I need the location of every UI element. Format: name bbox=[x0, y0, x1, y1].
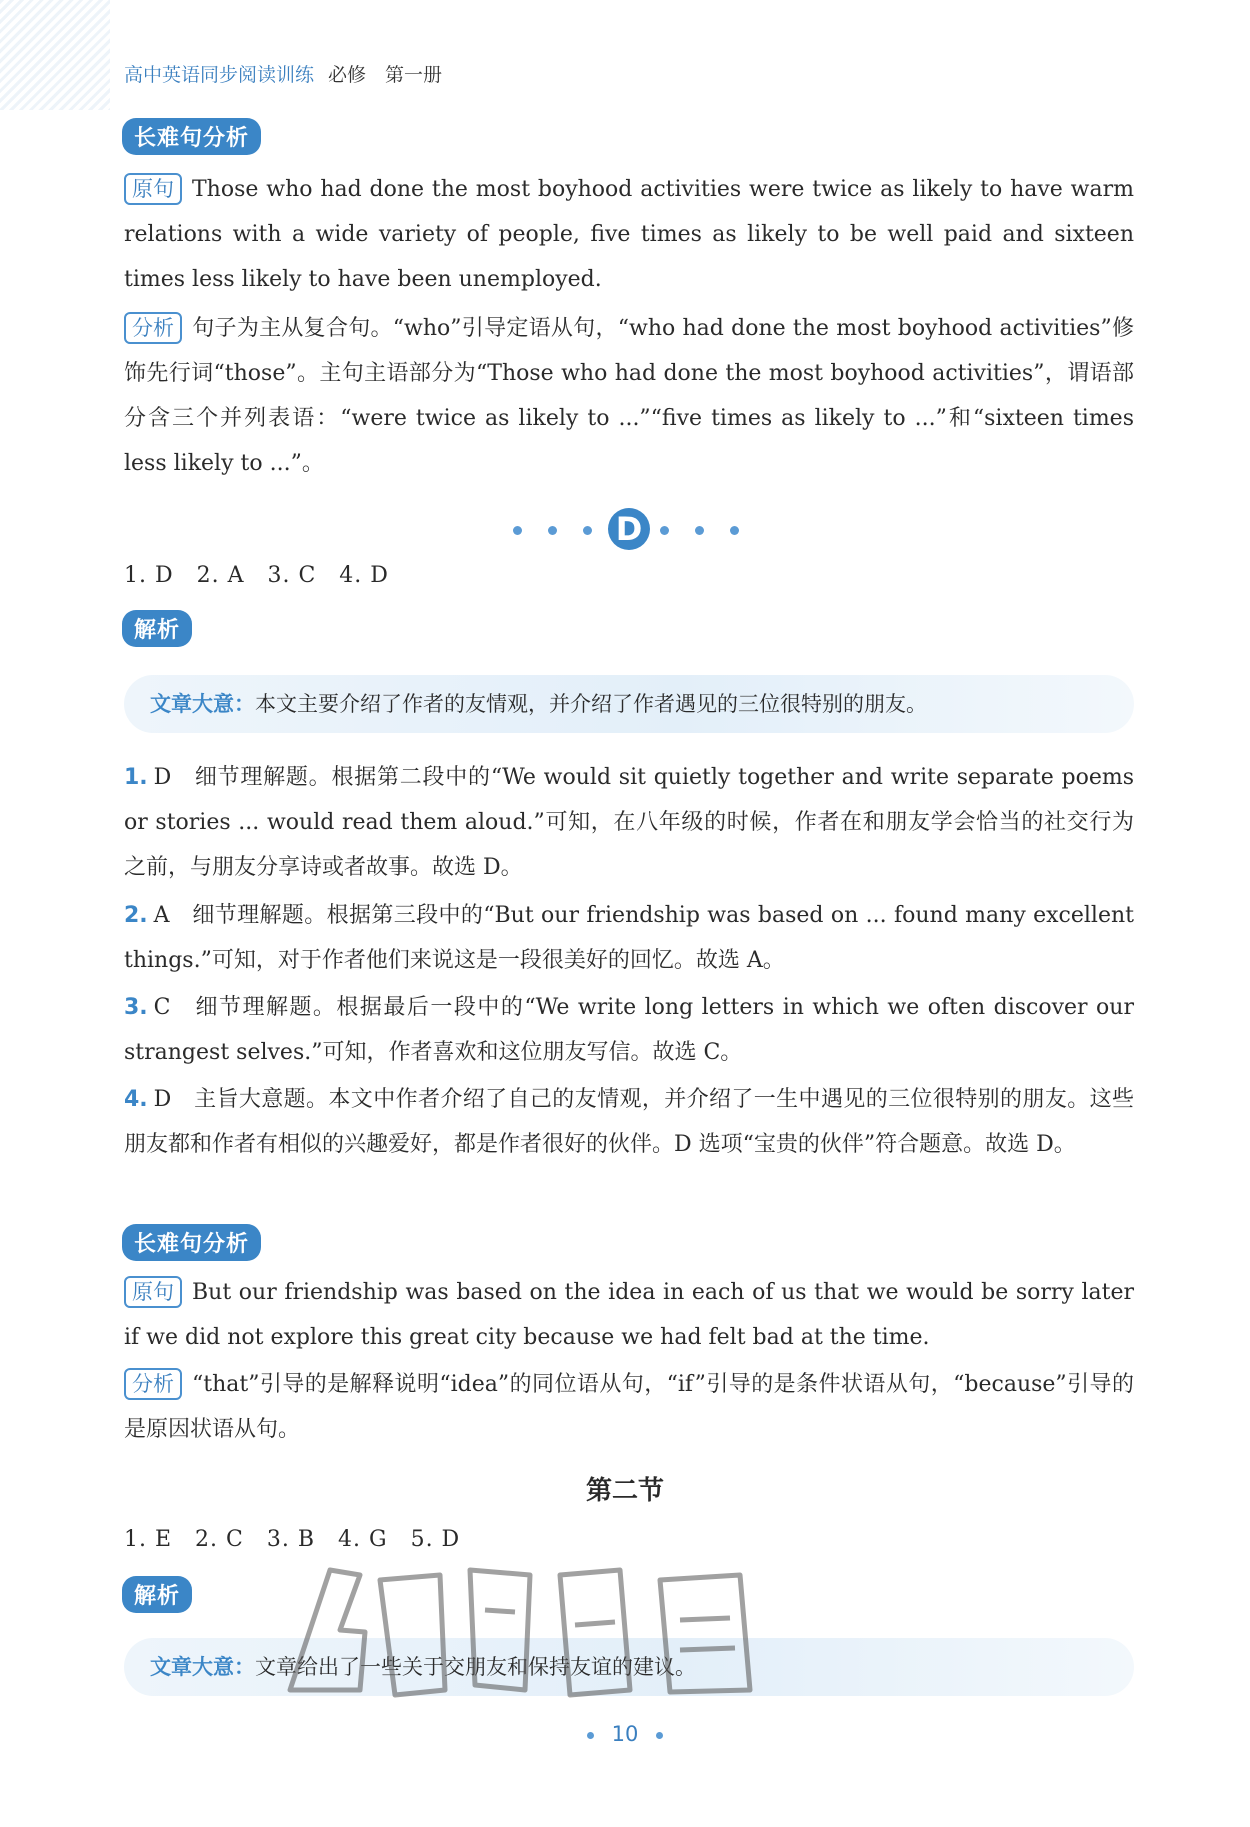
jiexi-badge-2: 解析 bbox=[122, 1576, 192, 1613]
long-sentence-badge: 长难句分析 bbox=[122, 118, 261, 155]
explanation-text: D 主旨大意题。本文中作者介绍了自己的友情观，并介绍了一生中遇见的三位很特别的朋友。这些朋友都和作者有相似的兴趣爱好，都是作者很好的伙伴。D 选项“宝贵的伙伴”符合题意。故选 D。 bbox=[124, 1087, 1134, 1157]
question-number: 1. bbox=[124, 765, 148, 790]
jiexi-badge: 解析 bbox=[122, 610, 192, 647]
question-number: 2. bbox=[124, 903, 148, 928]
watermark-logo bbox=[270, 1550, 830, 1700]
explanation-text: C 细节理解题。根据最后一段中的“We write long letters in which we often discover our strangest selves.”可知，作者喜欢和这位朋友写信。故选 C。 bbox=[124, 995, 1134, 1065]
original-sentence-1 bbox=[124, 167, 1134, 302]
original-text: Those who had done the most boyhood activities were twice as likely to have warm relations with a wide variety of people, five times as likely to be well paid and sixteen times less likely to have been unemployed. bbox=[124, 177, 1134, 292]
summary-text: 文章给出了一些关于交朋友和保持友谊的建议。 bbox=[255, 1655, 696, 1679]
explanation-3 bbox=[124, 985, 1134, 1075]
original-tag: 原句 bbox=[124, 1276, 182, 1308]
explanation-2 bbox=[124, 893, 1134, 983]
corner-decoration bbox=[0, 0, 110, 110]
summary-label: 文章大意： bbox=[150, 692, 255, 716]
question-number: 3. bbox=[124, 995, 148, 1020]
original-sentence-2 bbox=[124, 1270, 1134, 1360]
long-sentence-badge-2: 长难句分析 bbox=[122, 1224, 261, 1261]
analysis-tag: 分析 bbox=[124, 1368, 182, 1400]
running-header bbox=[124, 60, 442, 87]
answers-part2: 1. E 2. C 3. B 4. G 5. D bbox=[124, 1527, 461, 1552]
header-subtitle: 必修 第一册 bbox=[328, 64, 443, 86]
explanation-4 bbox=[124, 1077, 1134, 1167]
analysis-2 bbox=[124, 1362, 1134, 1452]
page-number bbox=[0, 1722, 1250, 1746]
explanation-text: A 细节理解题。根据第三段中的“But our friendship was based on ... found many excellent things.”可知，对于作者他们来说这是一段很美好的回忆。故选 A。 bbox=[124, 903, 1134, 973]
page-number-text: 10 bbox=[611, 1722, 639, 1746]
question-number: 4. bbox=[124, 1087, 148, 1112]
original-tag: 原句 bbox=[124, 173, 182, 205]
part-letter: D bbox=[608, 508, 650, 550]
explanation-1 bbox=[124, 755, 1134, 890]
analysis-tag: 分析 bbox=[124, 312, 182, 344]
summary bbox=[150, 689, 927, 719]
answers-partD: 1. D 2. A 3. C 4. D bbox=[124, 563, 389, 588]
analysis-1 bbox=[124, 306, 1134, 486]
analysis-text: 句子为主从复合句。“who”引导定语从句，“who had done the most boyhood activities”修饰先行词“those”。主句主语部分为“Those who had done the most boyhood activities”，谓语部分含三个并列表语：“were twice as likely to ...”“five times as likely to ...”和“sixteen times less likely to ...”。 bbox=[124, 316, 1134, 476]
explanation-text: D 细节理解题。根据第二段中的“We would sit quietly together and write separate poems or stories ... would read them aloud.”可知，在八年级的时候，作者在和朋友学会恰当的社交行为之前，与朋友分享诗或者故事。故选 D。 bbox=[124, 765, 1134, 880]
summary-text: 本文主要介绍了作者的友情观，并介绍了作者遇见的三位很特别的朋友。 bbox=[255, 692, 927, 716]
summary-label: 文章大意： bbox=[150, 1655, 255, 1679]
original-text: But our friendship was based on the idea in each of us that we would be sorry later if we did not explore this great city because we had felt bad at the time. bbox=[124, 1280, 1134, 1350]
part-divider bbox=[513, 508, 743, 552]
header-title: 高中英语同步阅读训练 bbox=[124, 64, 315, 86]
section-title: 第二节 bbox=[585, 1476, 664, 1506]
analysis-text: “that”引导的是解释说明“idea”的同位语从句，“if”引导的是条件状语从句，“because”引导的是原因状语从句。 bbox=[124, 1372, 1134, 1442]
